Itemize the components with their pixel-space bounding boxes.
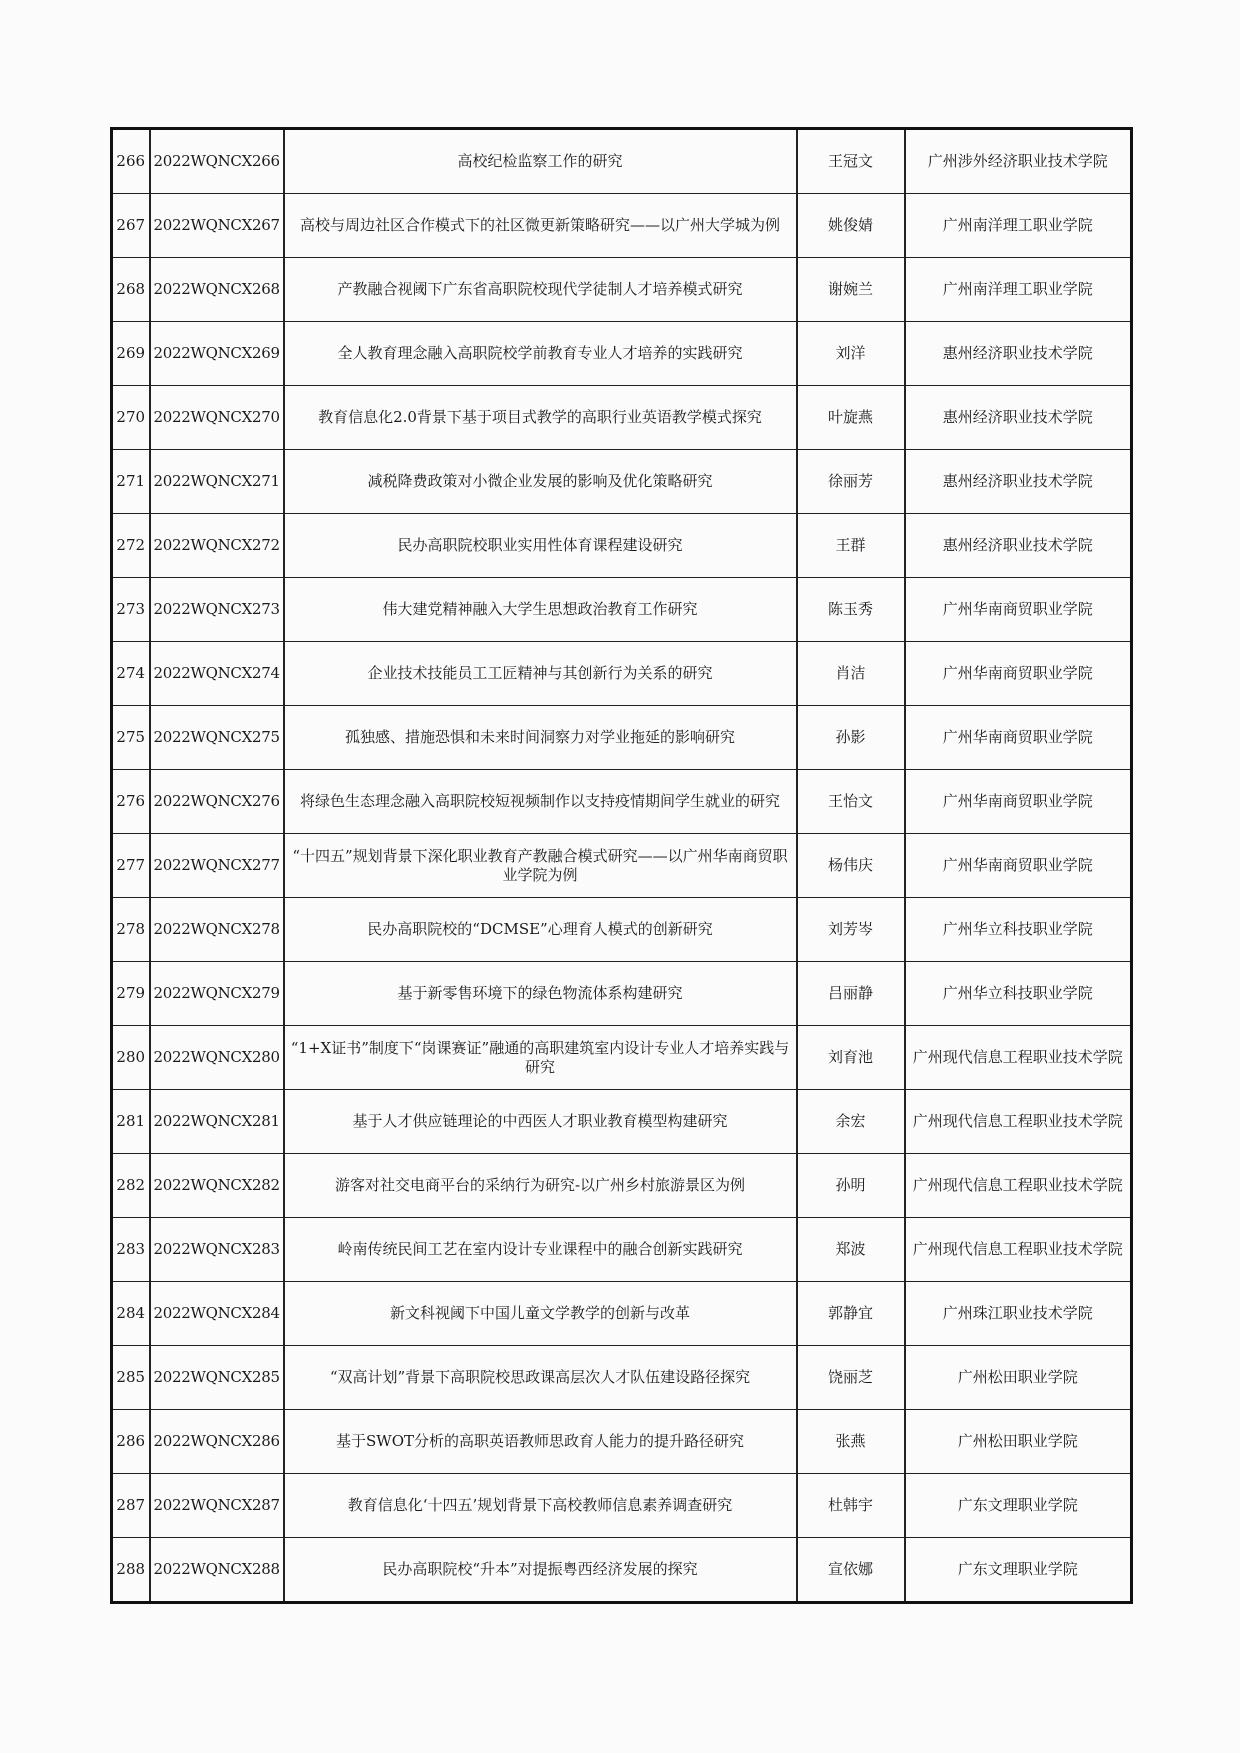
project-code-cell: 2022WQNCX285 xyxy=(150,1346,284,1410)
leader-name-cell: 宣依娜 xyxy=(797,1538,905,1603)
table-row xyxy=(112,514,1132,578)
project-title-cell: 民办高职院校职业实用性体育课程建设研究 xyxy=(284,514,797,578)
leader-name-cell: 刘洋 xyxy=(797,322,905,386)
project-code-cell: 2022WQNCX274 xyxy=(150,642,284,706)
leader-name-cell: 肖洁 xyxy=(797,642,905,706)
row-number-cell: 282 xyxy=(112,1154,150,1218)
project-title-cell: 全人教育理念融入高职院校学前教育专业人才培养的实践研究 xyxy=(284,322,797,386)
project-title-cell: 伟大建党精神融入大学生思想政治教育工作研究 xyxy=(284,578,797,642)
institution-cell: 广东文理职业学院 xyxy=(905,1474,1132,1538)
table-row xyxy=(112,1282,1132,1346)
project-title-cell: 岭南传统民间工艺在室内设计专业课程中的融合创新实践研究 xyxy=(284,1218,797,1282)
project-title-cell: 将绿色生态理念融入高职院校短视频制作以支持疫情期间学生就业的研究 xyxy=(284,770,797,834)
leader-name-cell: 郭静宜 xyxy=(797,1282,905,1346)
institution-cell: 广东文理职业学院 xyxy=(905,1538,1132,1603)
row-number-cell: 279 xyxy=(112,962,150,1026)
project-code-cell: 2022WQNCX282 xyxy=(150,1154,284,1218)
row-number-cell: 285 xyxy=(112,1346,150,1410)
leader-name-cell: 杜韩宇 xyxy=(797,1474,905,1538)
project-title-cell: 高校纪检监察工作的研究 xyxy=(284,129,797,194)
institution-cell: 广州涉外经济职业技术学院 xyxy=(905,129,1132,194)
project-code-cell: 2022WQNCX288 xyxy=(150,1538,284,1603)
institution-cell: 广州华南商贸职业学院 xyxy=(905,578,1132,642)
row-number-cell: 274 xyxy=(112,642,150,706)
project-code-cell: 2022WQNCX278 xyxy=(150,898,284,962)
institution-cell: 广州现代信息工程职业技术学院 xyxy=(905,1154,1132,1218)
institution-cell: 广州现代信息工程职业技术学院 xyxy=(905,1218,1132,1282)
institution-cell: 广州华南商贸职业学院 xyxy=(905,706,1132,770)
project-code-cell: 2022WQNCX272 xyxy=(150,514,284,578)
table-row xyxy=(112,578,1132,642)
institution-cell: 惠州经济职业技术学院 xyxy=(905,322,1132,386)
institution-cell: 惠州经济职业技术学院 xyxy=(905,386,1132,450)
leader-name-cell: 刘育池 xyxy=(797,1026,905,1090)
project-code-cell: 2022WQNCX277 xyxy=(150,834,284,898)
table-row xyxy=(112,322,1132,386)
row-number-cell: 270 xyxy=(112,386,150,450)
project-title-cell: 教育信息化‘十四五’规划背景下高校教师信息素养调查研究 xyxy=(284,1474,797,1538)
project-code-cell: 2022WQNCX287 xyxy=(150,1474,284,1538)
project-code-cell: 2022WQNCX270 xyxy=(150,386,284,450)
institution-cell: 广州松田职业学院 xyxy=(905,1346,1132,1410)
table-row xyxy=(112,898,1132,962)
table-row xyxy=(112,1218,1132,1282)
leader-name-cell: 徐丽芳 xyxy=(797,450,905,514)
project-code-cell: 2022WQNCX281 xyxy=(150,1090,284,1154)
row-number-cell: 275 xyxy=(112,706,150,770)
table-row xyxy=(112,770,1132,834)
project-title-cell: 游客对社交电商平台的采纳行为研究-以广州乡村旅游景区为例 xyxy=(284,1154,797,1218)
project-code-cell: 2022WQNCX283 xyxy=(150,1218,284,1282)
project-code-cell: 2022WQNCX275 xyxy=(150,706,284,770)
project-title-cell: “双高计划”背景下高职院校思政课高层次人才队伍建设路径探究 xyxy=(284,1346,797,1410)
institution-cell: 广州华立科技职业学院 xyxy=(905,898,1132,962)
leader-name-cell: 孙明 xyxy=(797,1154,905,1218)
project-code-cell: 2022WQNCX280 xyxy=(150,1026,284,1090)
institution-cell: 广州松田职业学院 xyxy=(905,1410,1132,1474)
table-row xyxy=(112,1026,1132,1090)
project-title-cell: 新文科视阈下中国儿童文学教学的创新与改革 xyxy=(284,1282,797,1346)
leader-name-cell: 王怡文 xyxy=(797,770,905,834)
row-number-cell: 278 xyxy=(112,898,150,962)
table-row xyxy=(112,1346,1132,1410)
table-row xyxy=(112,834,1132,898)
institution-cell: 广州珠江职业技术学院 xyxy=(905,1282,1132,1346)
table-row xyxy=(112,1538,1132,1603)
institution-cell: 广州南洋理工职业学院 xyxy=(905,258,1132,322)
project-title-cell: 基于SWOT分析的高职英语教师思政育人能力的提升路径研究 xyxy=(284,1410,797,1474)
institution-cell: 广州华南商贸职业学院 xyxy=(905,834,1132,898)
project-code-cell: 2022WQNCX284 xyxy=(150,1282,284,1346)
project-title-cell: “十四五”规划背景下深化职业教育产教融合模式研究——以广州华南商贸职业学院为例 xyxy=(284,834,797,898)
project-code-cell: 2022WQNCX267 xyxy=(150,194,284,258)
table-row xyxy=(112,194,1132,258)
institution-cell: 广州现代信息工程职业技术学院 xyxy=(905,1026,1132,1090)
project-code-cell: 2022WQNCX273 xyxy=(150,578,284,642)
table-row xyxy=(112,1090,1132,1154)
table-row xyxy=(112,1474,1132,1538)
leader-name-cell: 张燕 xyxy=(797,1410,905,1474)
project-code-cell: 2022WQNCX266 xyxy=(150,129,284,194)
row-number-cell: 286 xyxy=(112,1410,150,1474)
project-title-cell: 基于新零售环境下的绿色物流体系构建研究 xyxy=(284,962,797,1026)
project-title-cell: 孤独感、措施恐惧和未来时间洞察力对学业拖延的影响研究 xyxy=(284,706,797,770)
institution-cell: 广州华南商贸职业学院 xyxy=(905,642,1132,706)
project-title-cell: 民办高职院校的“DCMSE”心理育人模式的创新研究 xyxy=(284,898,797,962)
institution-cell: 广州现代信息工程职业技术学院 xyxy=(905,1090,1132,1154)
row-number-cell: 271 xyxy=(112,450,150,514)
row-number-cell: 267 xyxy=(112,194,150,258)
project-code-cell: 2022WQNCX279 xyxy=(150,962,284,1026)
institution-cell: 惠州经济职业技术学院 xyxy=(905,514,1132,578)
row-number-cell: 281 xyxy=(112,1090,150,1154)
row-number-cell: 276 xyxy=(112,770,150,834)
row-number-cell: 273 xyxy=(112,578,150,642)
institution-cell: 广州华立科技职业学院 xyxy=(905,962,1132,1026)
row-number-cell: 268 xyxy=(112,258,150,322)
project-code-cell: 2022WQNCX269 xyxy=(150,322,284,386)
leader-name-cell: 王群 xyxy=(797,514,905,578)
row-number-cell: 287 xyxy=(112,1474,150,1538)
row-number-cell: 284 xyxy=(112,1282,150,1346)
project-title-cell: 高校与周边社区合作模式下的社区微更新策略研究——以广州大学城为例 xyxy=(284,194,797,258)
institution-cell: 广州南洋理工职业学院 xyxy=(905,194,1132,258)
leader-name-cell: 谢婉兰 xyxy=(797,258,905,322)
leader-name-cell: 孙影 xyxy=(797,706,905,770)
row-number-cell: 280 xyxy=(112,1026,150,1090)
institution-cell: 广州华南商贸职业学院 xyxy=(905,770,1132,834)
project-title-cell: 产教融合视阈下广东省高职院校现代学徒制人才培养模式研究 xyxy=(284,258,797,322)
leader-name-cell: 饶丽芝 xyxy=(797,1346,905,1410)
table-row xyxy=(112,129,1132,194)
table-row xyxy=(112,1154,1132,1218)
leader-name-cell: 吕丽静 xyxy=(797,962,905,1026)
leader-name-cell: 杨伟庆 xyxy=(797,834,905,898)
row-number-cell: 269 xyxy=(112,322,150,386)
project-title-cell: 民办高职院校“升本”对提振粤西经济发展的探究 xyxy=(284,1538,797,1603)
leader-name-cell: 郑波 xyxy=(797,1218,905,1282)
leader-name-cell: 刘芳岑 xyxy=(797,898,905,962)
table-row xyxy=(112,386,1132,450)
project-code-cell: 2022WQNCX276 xyxy=(150,770,284,834)
row-number-cell: 266 xyxy=(112,129,150,194)
project-title-cell: 减税降费政策对小微企业发展的影响及优化策略研究 xyxy=(284,450,797,514)
table-row xyxy=(112,450,1132,514)
project-code-cell: 2022WQNCX268 xyxy=(150,258,284,322)
project-title-cell: 企业技术技能员工工匠精神与其创新行为关系的研究 xyxy=(284,642,797,706)
project-list-table xyxy=(110,127,1133,1604)
table-row xyxy=(112,642,1132,706)
row-number-cell: 283 xyxy=(112,1218,150,1282)
row-number-cell: 288 xyxy=(112,1538,150,1603)
table-row xyxy=(112,258,1132,322)
project-title-cell: 教育信息化2.0背景下基于项目式教学的高职行业英语教学模式探究 xyxy=(284,386,797,450)
row-number-cell: 277 xyxy=(112,834,150,898)
project-code-cell: 2022WQNCX271 xyxy=(150,450,284,514)
leader-name-cell: 王冠文 xyxy=(797,129,905,194)
leader-name-cell: 叶旋燕 xyxy=(797,386,905,450)
table-row xyxy=(112,706,1132,770)
table-row xyxy=(112,962,1132,1026)
institution-cell: 惠州经济职业技术学院 xyxy=(905,450,1132,514)
table-body xyxy=(112,129,1132,1603)
project-title-cell: “1+X证书”制度下“岗课赛证”融通的高职建筑室内设计专业人才培养实践与研究 xyxy=(284,1026,797,1090)
project-title-cell: 基于人才供应链理论的中西医人才职业教育模型构建研究 xyxy=(284,1090,797,1154)
project-code-cell: 2022WQNCX286 xyxy=(150,1410,284,1474)
leader-name-cell: 余宏 xyxy=(797,1090,905,1154)
table-row xyxy=(112,1410,1132,1474)
row-number-cell: 272 xyxy=(112,514,150,578)
leader-name-cell: 姚俊婧 xyxy=(797,194,905,258)
leader-name-cell: 陈玉秀 xyxy=(797,578,905,642)
